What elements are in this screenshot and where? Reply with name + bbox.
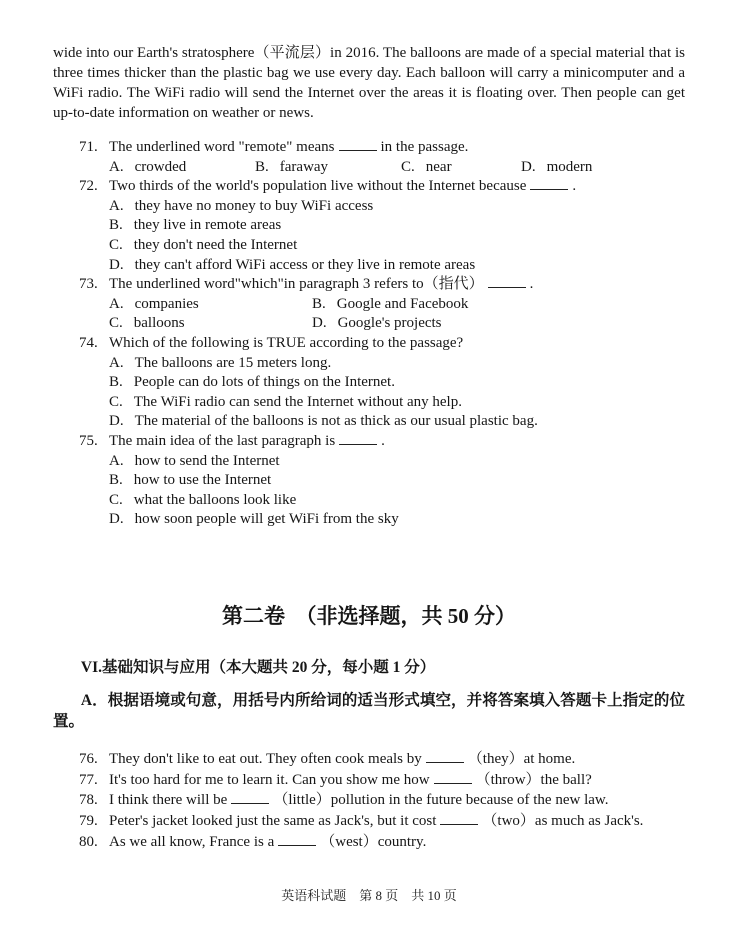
section-vi-title: VI.基础知识与应用（本大题共 20 分，每小题 1 分） [80, 658, 436, 676]
question-body [109, 177, 685, 275]
question-74 [79, 334, 685, 432]
options-list [109, 197, 685, 275]
instruction-a: A．根据语境或句意，用括号内所给词的适当形式填空，并将答案填入答题卡上指定的位置。 [53, 691, 685, 730]
question-number: 76. [79, 750, 98, 767]
option-b: B. faraway [255, 158, 329, 175]
blank-line [434, 781, 472, 784]
fill-in-questions [53, 749, 685, 853]
question-body: They don't like to eat out. They often cook meals by （they）at home. [109, 750, 576, 767]
blank-line [440, 822, 478, 825]
option-b: B. they live in remote areas [109, 217, 282, 234]
question-number: 80. [79, 834, 98, 851]
options-row [109, 158, 685, 178]
question-number: 74. [79, 334, 98, 351]
question-body: I think there will be （little）pollution in the future because of the new law. [109, 792, 609, 809]
option-b: B. People can do lots of things on the Internet. [109, 374, 395, 391]
question-body: It's too hard for me to learn it. Can you show me how （throw）the ball? [109, 771, 592, 788]
question-79 [79, 811, 685, 832]
blank-line [530, 187, 568, 190]
option-c: C. The WiFi radio can send the Internet without any help. [109, 393, 462, 410]
option-c: C. balloons [109, 315, 185, 332]
question-body [109, 138, 685, 177]
question-number: 77. [79, 771, 98, 788]
question-77 [79, 770, 685, 791]
question-78 [79, 790, 685, 811]
question-number: 75. [79, 432, 98, 449]
question-73 [79, 275, 685, 334]
blank-line [426, 760, 464, 763]
reading-questions [53, 138, 685, 530]
question-body [109, 334, 685, 432]
option-a: A. companies [109, 295, 199, 312]
question-stem: The underlined word "remote" means in the passage. [109, 139, 469, 155]
question-body: Peter's jacket looked just the same as Jack's, but it cost （two）as much as Jack's. [109, 813, 644, 830]
option-c: C. near [401, 158, 452, 175]
option-a: A. they have no money to buy WiFi access [109, 197, 374, 214]
options-list [109, 354, 685, 432]
option-b: B. how to use the Internet [109, 472, 272, 489]
part2-title: 第二卷 （非选择题，共 50 分） [222, 603, 516, 628]
question-number: 71. [79, 139, 98, 155]
blank-line [231, 801, 269, 804]
page-footer: 英语科试题 第 8 页 共 10 页 [281, 888, 457, 903]
question-stem: The underlined word"which"in paragraph 3 refers to（指代） . [109, 276, 534, 293]
option-d: D. The material of the balloons is not as thick as our usual plastic bag. [109, 413, 538, 430]
question-71 [79, 138, 685, 177]
question-body [109, 275, 685, 334]
blank-line [278, 843, 316, 846]
question-number: 72. [79, 178, 98, 195]
question-75 [79, 432, 685, 530]
blank-line [339, 148, 377, 151]
option-d: D. modern [521, 158, 593, 175]
option-a: A. The balloons are 15 meters long. [109, 354, 332, 371]
option-a: A. how to send the Internet [109, 452, 280, 469]
option-c: C. they don't need the Internet [109, 236, 298, 253]
option-b: B. Google and Facebook [312, 295, 469, 312]
blank-line [488, 285, 526, 288]
question-number: 78. [79, 792, 98, 809]
question-stem: Which of the following is TRUE according to the passage? [109, 334, 464, 351]
question-number: 79. [79, 813, 98, 830]
question-stem: The main idea of the last paragraph is . [109, 432, 385, 449]
blank-line [339, 442, 377, 445]
options-list [109, 452, 685, 530]
option-a: A. crowded [109, 158, 187, 175]
option-d: D. how soon people will get WiFi from the sky [109, 511, 399, 528]
passage-paragraph: wide into our Earth's stratosphere（平流层）in 2016. The balloons are made of a special material that is three times thicker than the plastic bag we use every day. Each balloon will carry a minicomputer and a WiFi radio. The WiFi radio will send the Internet over the areas it is floating over. Then people can get up-to-date information on weather or news. [53, 45, 685, 121]
question-number: 73. [79, 276, 98, 293]
options-grid [109, 295, 685, 334]
question-body: As we all know, France is a （west）country. [109, 834, 427, 851]
question-76 [79, 749, 685, 770]
option-d: D. they can't afford WiFi access or they live in remote areas [109, 256, 476, 273]
question-body [109, 432, 685, 530]
option-d: D. Google's projects [312, 315, 442, 332]
question-80 [79, 832, 685, 853]
option-c: C. what the balloons look like [109, 491, 297, 508]
question-stem: Two thirds of the world's population live without the Internet because . [109, 178, 577, 195]
question-72 [79, 177, 685, 275]
